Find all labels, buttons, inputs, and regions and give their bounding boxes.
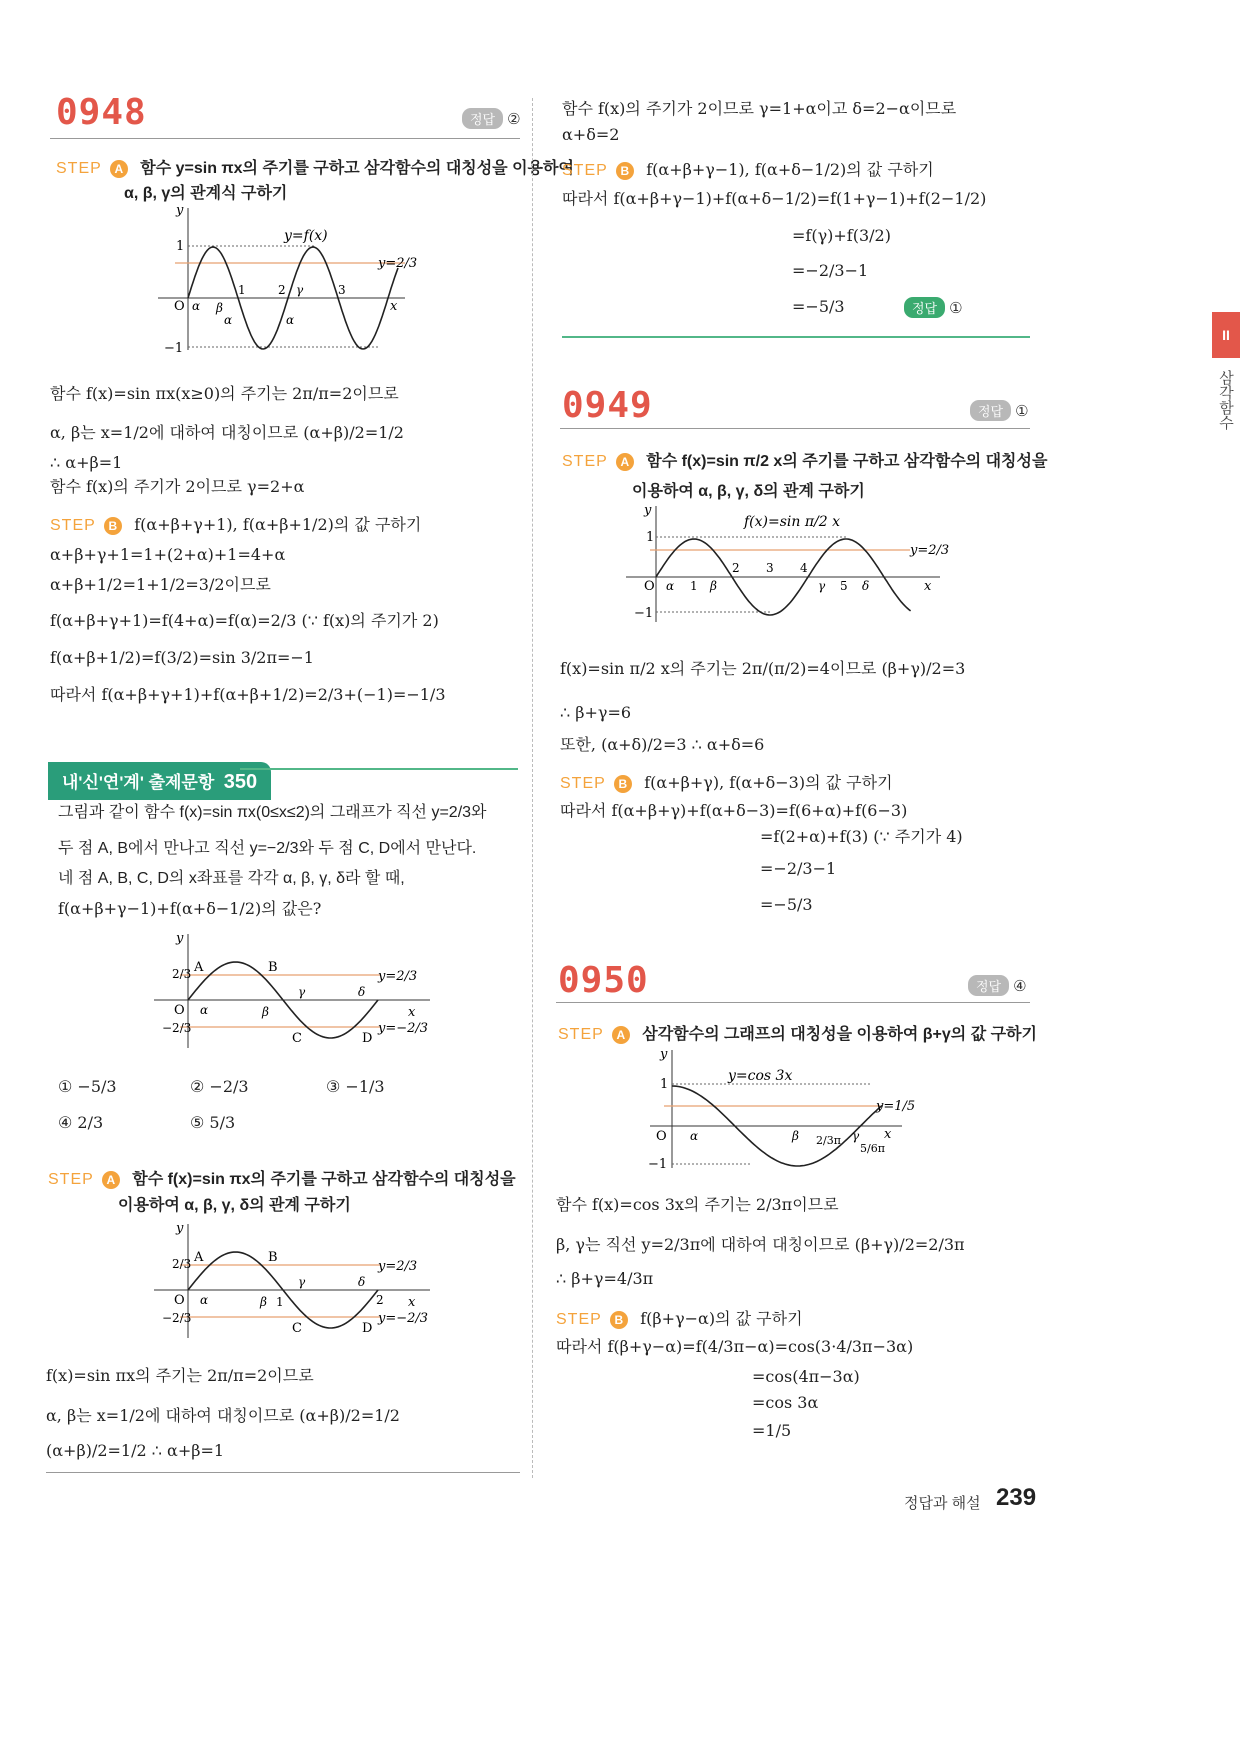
point-a: A bbox=[194, 1250, 204, 1265]
graph-0948 bbox=[150, 200, 420, 360]
label-alpha: α bbox=[200, 1293, 209, 1307]
label-gamma: γ bbox=[852, 1129, 860, 1143]
tick-2-3: 2/3 bbox=[172, 1257, 192, 1271]
sol-350-a-2: α, β는 x=1/2에 대하여 대칭이므로 (α+β)/2=1/2 bbox=[46, 1406, 400, 1425]
step-a-0949-line2: 이용하여 α, β, γ, δ의 관계 구하기 bbox=[632, 483, 865, 500]
tick-5-6-pi: 5/6π bbox=[860, 1142, 885, 1155]
hline-neg-label: y=−2/3 bbox=[378, 1311, 429, 1326]
label-delta: δ bbox=[862, 579, 870, 593]
label-origin: O bbox=[174, 1293, 185, 1308]
tick-2-3-pi: 2/3π bbox=[816, 1134, 841, 1147]
choice-3[interactable]: ③ −1/3 bbox=[326, 1077, 385, 1096]
tick-2: 2 bbox=[278, 283, 286, 297]
label-gamma: γ bbox=[298, 985, 306, 999]
problem-number-0949: 0949 bbox=[562, 385, 653, 426]
step-a-0950: STEP A 삼각함수의 그래프의 대칭성을 이용하여 β+γ의 값 구하기 bbox=[558, 1026, 1037, 1043]
sol-0949-b-1: 따라서 f(α+β+γ)+f(α+δ−3)=f(6+α)+f(6−3) bbox=[560, 801, 908, 820]
label-y: y bbox=[176, 1221, 184, 1236]
prob350-line-2: 두 점 A, B에서 만나고 직선 y=−2/3와 두 점 C, D에서 만난다. bbox=[58, 840, 477, 857]
step-a-350-line2: 이용하여 α, β, γ, δ의 관계 구하기 bbox=[118, 1197, 351, 1214]
sol-0950-a-3: ∴ β+γ=4/3π bbox=[556, 1269, 654, 1288]
step-b-0949: STEP B f(α+β+γ), f(α+δ−3)의 값 구하기 bbox=[560, 773, 893, 792]
sol-0949-a-3: 또한, (α+δ)/2=3 ∴ α+δ=6 bbox=[560, 735, 765, 754]
label-beta: β bbox=[792, 1129, 799, 1143]
label-one: 1 bbox=[176, 239, 185, 254]
related-problem-banner: 내'신'연'계' 출제문항 350 bbox=[48, 762, 271, 800]
hline-pos-label: y=2/3 bbox=[378, 1259, 418, 1274]
step-a-0948-line2: α, β, γ의 관계식 구하기 bbox=[124, 185, 288, 202]
label-origin: O bbox=[174, 1003, 185, 1018]
chapter-tab[interactable]: II bbox=[1212, 312, 1240, 358]
sol-0950-a-1: 함수 f(x)=cos 3x의 주기는 2/3π이므로 bbox=[556, 1195, 839, 1214]
sol-0948-b-3: f(α+β+γ+1)=f(4+α)=f(α)=2/3 (∵ f(x)의 주기가 2) bbox=[50, 611, 439, 630]
sol-0949-b-4: =−5/3 bbox=[760, 895, 813, 914]
tick-neg-2-3: −2/3 bbox=[162, 1021, 192, 1035]
step-a-0948: STEP A 함수 y=sin πx의 주기를 구하고 삼각함수의 대칭성을 이용하여 bbox=[56, 160, 574, 177]
problem-number-0950: 0950 bbox=[558, 960, 649, 1001]
divider bbox=[50, 138, 520, 139]
point-c: C bbox=[292, 1031, 302, 1046]
sol-350-a-1: f(x)=sin πx의 주기는 2π/π=2이므로 bbox=[46, 1366, 314, 1385]
step-b-0948: STEP B f(α+β+γ+1), f(α+β+1/2)의 값 구하기 bbox=[50, 515, 422, 534]
prob350-line-3: 네 점 A, B, C, D의 x좌표를 각각 α, β, γ, δ라 할 때, bbox=[58, 870, 405, 887]
label-y: y bbox=[176, 931, 184, 946]
sol-0950-b-2: =cos(4π−3α) bbox=[752, 1367, 860, 1386]
banner-line bbox=[240, 768, 518, 770]
tick-1: 1 bbox=[690, 579, 698, 593]
section-divider bbox=[562, 336, 1030, 338]
graph-0949 bbox=[620, 500, 950, 630]
sol-0949-a-1: f(x)=sin π/2 x의 주기는 2π/(π/2)=4이므로 (β+γ)/2=3 bbox=[560, 659, 966, 678]
label-one: 1 bbox=[660, 1077, 669, 1092]
label-alpha: α bbox=[666, 579, 675, 593]
sol-350-b-3: =−2/3−1 bbox=[792, 261, 869, 280]
label-beta: β bbox=[262, 1005, 269, 1019]
label-delta: δ bbox=[358, 985, 366, 999]
choice-4[interactable]: ④ 2/3 bbox=[58, 1113, 104, 1132]
tick-2: 2 bbox=[376, 1293, 384, 1307]
label-alpha: α bbox=[200, 1003, 209, 1017]
label-alpha: α bbox=[690, 1129, 699, 1143]
label-beta: β bbox=[216, 301, 223, 315]
label-x: x bbox=[884, 1127, 892, 1142]
tick-5: 5 bbox=[840, 579, 848, 593]
step-a-0949: STEP A 함수 f(x)=sin π/2 x의 주기를 구하고 삼각함수의 대칭성을 bbox=[562, 453, 1048, 470]
label-neg-one: −1 bbox=[164, 341, 184, 356]
arrow-alpha-2: α bbox=[286, 313, 295, 327]
step-b-350: STEP B f(α+β+γ−1), f(α+δ−1/2)의 값 구하기 bbox=[562, 160, 934, 179]
sol-0948-b-4: f(α+β+1/2)=f(3/2)=sin 3/2π=−1 bbox=[50, 648, 314, 667]
sol-0950-b-4: =1/5 bbox=[752, 1421, 792, 1440]
point-a: A bbox=[194, 960, 204, 975]
sol-0950-a-2: β, γ는 직선 y=2/3π에 대하여 대칭이므로 (β+γ)/2=2/3π bbox=[556, 1235, 965, 1254]
choice-2[interactable]: ② −2/3 bbox=[190, 1077, 249, 1096]
step-a-350: STEP A 함수 f(x)=sin πx의 주기를 구하고 삼각함수의 대칭성을 bbox=[48, 1171, 516, 1188]
label-alpha: α bbox=[192, 299, 201, 313]
func-label: f(x)=sin π/2 x bbox=[744, 514, 841, 530]
answer-0948 bbox=[462, 108, 521, 129]
column-divider bbox=[532, 98, 534, 1478]
arrow-alpha-1: α bbox=[224, 313, 233, 327]
hline-pos-label: y=2/3 bbox=[378, 969, 418, 984]
hline-label: y=2/3 bbox=[378, 256, 418, 271]
point-d: D bbox=[362, 1321, 373, 1336]
graph-0950 bbox=[640, 1044, 920, 1174]
point-d: D bbox=[362, 1031, 373, 1046]
tick-3: 3 bbox=[766, 561, 774, 575]
answer-value: ② bbox=[507, 111, 521, 128]
tick-2-3: 2/3 bbox=[172, 967, 192, 981]
func-label: y=cos 3x bbox=[728, 1068, 793, 1084]
hline-neg-label: y=−2/3 bbox=[378, 1021, 429, 1036]
sol-0950-b-3: =cos 3α bbox=[752, 1393, 819, 1412]
sol-0948-a-1: 함수 f(x)=sin πx(x≥0)의 주기는 2π/π=2이므로 bbox=[50, 384, 399, 403]
hline-label: y=1/5 bbox=[876, 1099, 916, 1114]
label-origin: O bbox=[656, 1129, 667, 1144]
sol-350-b-4: =−5/3 bbox=[792, 297, 845, 316]
sol-0948-a-2: α, β는 x=1/2에 대하여 대칭이므로 (α+β)/2=1/2 bbox=[50, 423, 404, 442]
label-gamma: γ bbox=[298, 1275, 306, 1289]
sol-350-a-3: (α+β)/2=1/2 ∴ α+β=1 bbox=[46, 1441, 225, 1460]
prob350-line-4: f(α+β+γ−1)+f(α+δ−1/2)의 값은? bbox=[58, 899, 322, 918]
hline-label: y=2/3 bbox=[910, 543, 950, 558]
sol-0948-b-2: α+β+1/2=1+1/2=3/2이므로 bbox=[50, 575, 271, 594]
label-y: y bbox=[176, 203, 184, 218]
label-x: x bbox=[390, 299, 398, 314]
left-bottom-rule bbox=[46, 1472, 520, 1473]
right-top-line-2: α+δ=2 bbox=[562, 125, 620, 144]
sol-0949-b-2: =f(2+α)+f(3) (∵ 주기가 4) bbox=[760, 827, 963, 846]
divider bbox=[560, 428, 1030, 429]
label-neg-one: −1 bbox=[634, 606, 654, 621]
step-b-0950: STEP B f(β+γ−α)의 값 구하기 bbox=[556, 1309, 803, 1328]
sol-0950-b-1: 따라서 f(β+γ−α)=f(4/3π−α)=cos(3·4/3π−3α) bbox=[556, 1337, 914, 1356]
answer-0950: 정답 ④ bbox=[968, 975, 1027, 996]
label-x: x bbox=[408, 1295, 416, 1310]
graph-350-solution bbox=[150, 1218, 440, 1343]
label-x: x bbox=[924, 579, 932, 594]
point-b: B bbox=[268, 1250, 278, 1265]
sol-0948-a-3: ∴ α+β=1 bbox=[50, 453, 123, 472]
sol-0949-b-3: =−2/3−1 bbox=[760, 859, 837, 878]
point-c: C bbox=[292, 1321, 302, 1336]
choice-5[interactable]: ⑤ 5/3 bbox=[190, 1113, 236, 1132]
label-beta: β bbox=[260, 1295, 267, 1309]
label-gamma: γ bbox=[818, 579, 826, 593]
choice-1[interactable]: ① −5/3 bbox=[58, 1077, 117, 1096]
tick-1: 1 bbox=[238, 283, 246, 297]
problem-number-0948: 0948 bbox=[56, 92, 147, 133]
tick-2: 2 bbox=[732, 561, 740, 575]
sol-0948-b-1: α+β+γ+1=1+(2+α)+1=4+α bbox=[50, 545, 286, 564]
label-origin: O bbox=[644, 579, 655, 594]
right-top-line-1: 함수 f(x)의 주기가 2이므로 γ=1+α이고 δ=2−α이므로 bbox=[562, 99, 957, 118]
sol-0949-a-2: ∴ β+γ=6 bbox=[560, 703, 632, 722]
label-y: y bbox=[660, 1047, 668, 1062]
sol-0948-a-4: 함수 f(x)의 주기가 2이므로 γ=2+α bbox=[50, 477, 305, 496]
label-origin: O bbox=[174, 299, 185, 314]
func-label: y=f(x) bbox=[284, 228, 328, 244]
answer-badge: 정답 bbox=[462, 108, 503, 129]
tick-1: 1 bbox=[276, 1295, 284, 1309]
tick-4: 4 bbox=[800, 561, 808, 575]
answer-350: 정답 ① bbox=[904, 297, 963, 318]
divider bbox=[556, 1002, 1030, 1003]
prob350-line-1: 그림과 같이 함수 f(x)=sin πx(0≤x≤2)의 그래프가 직선 y=2/3와 bbox=[58, 804, 487, 821]
label-neg-one: −1 bbox=[648, 1157, 668, 1172]
sol-0948-b-5: 따라서 f(α+β+γ+1)+f(α+β+1/2)=2/3+(−1)=−1/3 bbox=[50, 685, 446, 704]
label-delta: δ bbox=[358, 1275, 366, 1289]
footer-label: 정답과 해설 bbox=[904, 1495, 981, 1512]
label-one: 1 bbox=[646, 530, 655, 545]
label-gamma: γ bbox=[296, 283, 304, 297]
label-beta: β bbox=[710, 579, 717, 593]
label-y: y bbox=[644, 503, 652, 518]
sol-350-b-1: 따라서 f(α+β+γ−1)+f(α+δ−1/2)=f(1+γ−1)+f(2−1/2) bbox=[562, 189, 987, 208]
tick-neg-2-3: −2/3 bbox=[162, 1311, 192, 1325]
label-x: x bbox=[408, 1005, 416, 1020]
page-number: 239 bbox=[996, 1484, 1037, 1511]
chapter-title: 삼각함수 bbox=[1217, 370, 1234, 430]
tick-3: 3 bbox=[338, 283, 346, 297]
point-b: B bbox=[268, 960, 278, 975]
sol-350-b-2: =f(γ)+f(3/2) bbox=[792, 226, 891, 245]
answer-0949: 정답 ① bbox=[970, 400, 1029, 421]
graph-350 bbox=[150, 928, 440, 1053]
